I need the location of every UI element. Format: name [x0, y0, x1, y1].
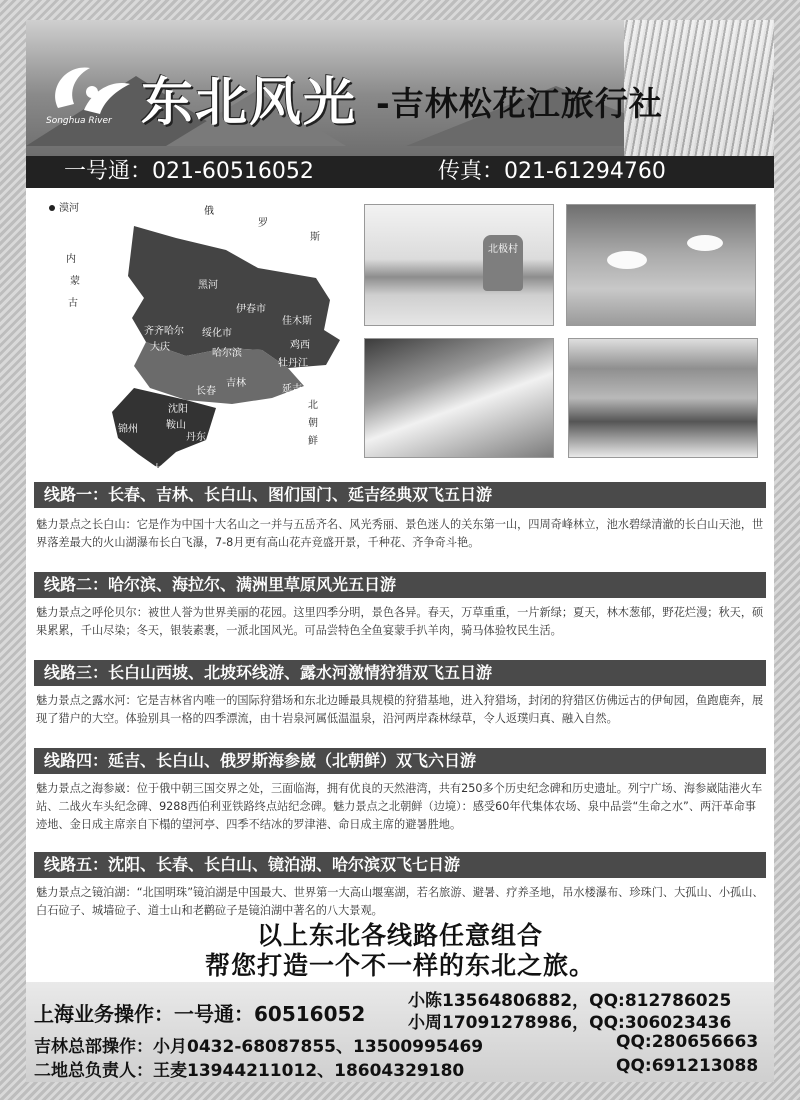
- map-label-jilin: 吉林: [226, 378, 246, 389]
- route-description: 魅力景点之呼伦贝尔：被世人誉为世界美丽的花园。这里四季分明，景色各异。春天，万草重重，一片新绿；夏天，林木葱郁，野花烂漫；秋天，硕果累累，千山尽染；冬天，银装素裹，一派北国风光。可品尝特色全鱼宴蒙手扒羊肉，骑马体验牧民生活。: [36, 606, 764, 637]
- route-title: 线路四：延吉、长白山、俄罗斯海参崴（北朝鲜）双飞六日游: [34, 748, 766, 774]
- photo-korean-dancer: [364, 338, 554, 458]
- route-description: 魅力景点之海参崴：位于俄中朝三国交界之处，三面临海，拥有优良的天然港湾，共有250多个历史纪念碑和历史遗址。列宁广场、海参崴陆港火车站、二战火车头纪念碑、9288西伯利亚铁路终点站纪念碑。魅力景点之北朝鲜（边境）：感受60年代集体农场、泉中品尝“生命之水”、两汗革命事迹地、金日成主席亲自下榻的望河亭、四季不结冰的罗津港、命日成主席的避暑胜地。: [36, 782, 763, 831]
- north-village-stone: 北极村: [483, 235, 523, 291]
- photo-tianchi-lake: [568, 338, 758, 458]
- map-label-daqing: 大庆: [150, 342, 170, 353]
- contact-panel: [26, 982, 774, 1082]
- photo-north-village: [364, 204, 554, 326]
- map-label-harbin: 哈尔滨: [212, 348, 242, 359]
- map-label-inner-mongolia: 古: [68, 298, 78, 309]
- contact-xiaozhou: 小周17091278986，QQ:306023436: [408, 1013, 732, 1033]
- map-label-shenyang: 沈阳: [168, 404, 188, 415]
- slogan-line: 以上东北各线路任意组合: [256, 921, 543, 950]
- map-label-yanji: 延吉: [282, 384, 302, 395]
- jilin-qq: QQ:280656663: [616, 1032, 759, 1052]
- route-title: 线路五：沈阳、长春、长白山、镜泊湖、哈尔滨双飞七日游: [34, 852, 766, 878]
- phone-number: 一号通：021-60516052: [64, 159, 314, 184]
- phone-bar: [26, 156, 774, 188]
- map-label-qiqihar: 齐齐哈尔: [144, 326, 184, 337]
- mohe-dot: [49, 205, 55, 211]
- header-banner: [26, 20, 774, 156]
- map-label-mudanjiang: 牡丹江: [278, 358, 308, 369]
- logo-caption: Songhua River: [46, 116, 112, 126]
- map-label-north-korea: 北: [308, 400, 318, 411]
- crane-shape: [687, 235, 723, 251]
- contact-xiaochen: 小陈13564806882，QQ:812786025: [408, 991, 732, 1011]
- map-label-suihua: 绥化市: [202, 328, 232, 339]
- map-label-russia: 斯: [310, 232, 320, 243]
- manager-qq: QQ:691213088: [616, 1056, 759, 1076]
- map-label-mohe: 漠河: [59, 203, 79, 214]
- route-description: 魅力景点之长白山：它是作为中国十大名山之一并与五岳齐名、风光秀丽、景色迷人的关东第一山，四周奇峰林立，池水碧绿清澈的长白山天池，世界落差最大的火山湖瀑布长白飞瀑，7-8月更有高山花卉竞盛开景，千种花、齐争奇斗艳。: [36, 518, 764, 549]
- map-label-changchun: 长春: [196, 386, 216, 397]
- map-label-anshan: 鞍山: [166, 420, 186, 431]
- flyer-sheet: [26, 20, 774, 1082]
- slogan-line: 帮您打造一个不一样的东北之旅。: [204, 951, 595, 980]
- map-label-jixi: 鸡西: [290, 340, 310, 351]
- photo-red-crowned-cranes: [566, 204, 756, 326]
- map-label-north-korea: 朝: [308, 418, 318, 429]
- map-label-russia: 俄: [204, 206, 214, 217]
- map-label-north-korea: 鲜: [308, 436, 318, 447]
- map-label-dandong: 丹东: [186, 432, 206, 443]
- map-label-inner-mongolia: 内: [66, 254, 76, 265]
- crane-shape: [607, 251, 647, 269]
- route-description: 魅力景点之露水河：它是吉林省内唯一的国际狩猎场和东北边睡最具规模的狩猎基地，进入狩猎场，封闭的狩猎区仿佛远古的伊甸园，鱼跑鹿奔，展现了猎户的大空。体验别具一格的四季漂流，由十岩泉河属低温温泉，沿河两岸森林绿草，令人返璞归真、融入自然。: [36, 694, 764, 725]
- northeast-china-map: [26, 190, 360, 480]
- brand-title: 东北风光: [141, 72, 358, 133]
- route-title: 线路三：长白山西坡、北坡环线游、露水河激情狩猎双飞五日游: [34, 660, 766, 686]
- manager-contact: 二地总负责人：王麦13944211012、18604329180: [34, 1061, 465, 1081]
- map-label-dalian: 大连: [152, 464, 172, 475]
- map-label-jinzhou: 锦州: [118, 424, 138, 435]
- songhua-river-logo-icon: [44, 58, 134, 122]
- map-label-heihe: 黑河: [198, 280, 218, 291]
- map-label-jiamusi: 佳木斯: [282, 316, 312, 327]
- shanghai-operation-phone: 上海业务操作：一号通：60516052: [34, 1002, 366, 1026]
- agency-title: -吉林松花江旅行社: [376, 84, 663, 123]
- map-label-yichun: 伊春市: [236, 304, 266, 315]
- jilin-headquarters-contact: 吉林总部操作：小月0432-68087855、13500995469: [34, 1037, 484, 1057]
- route-title: 线路二：哈尔滨、海拉尔、满洲里草原风光五日游: [34, 572, 766, 598]
- map-label-inner-mongolia: 蒙: [70, 276, 80, 287]
- fax-number: 传真：021-61294760: [438, 159, 666, 184]
- route-description: 魅力景点之镜泊湖：“北国明珠”镜泊湖是中国最大、世界第一大高山堰塞湖，若名旅游、避暑、疗养圣地，吊水楼瀑布、珍珠门、大孤山、小孤山、白石砬子、城墙砬子、道士山和老鹳砬子是镜泊湖中著名的八大景观。: [36, 886, 764, 917]
- route-title: 线路一：长春、吉林、长白山、图们国门、延吉经典双飞五日游: [34, 482, 766, 508]
- map-label-russia: 罗: [258, 218, 268, 229]
